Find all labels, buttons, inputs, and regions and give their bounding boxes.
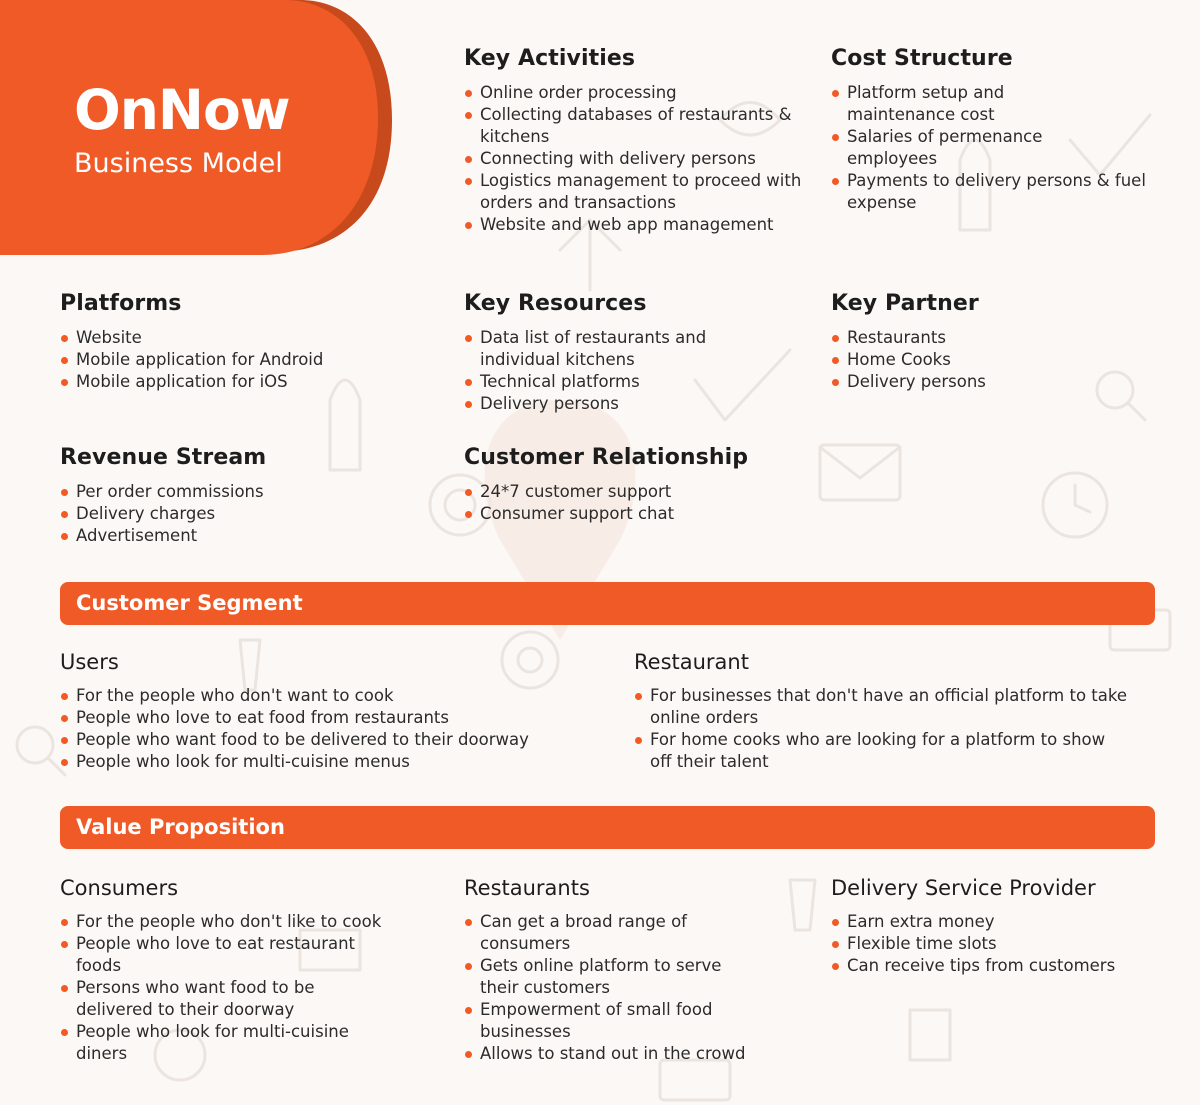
consumers-title: Consumers [60,876,179,900]
key-resources-list [464,327,764,415]
revenue-stream-title: Revenue Stream [60,445,267,470]
delivery-provider-section [831,874,1161,977]
list-item: Advertisement [60,525,420,547]
revenue-stream-list [60,481,420,547]
briefcase-icon [910,1010,950,1060]
list-item: Gets online platform to serve their customers [464,955,749,999]
key-partner-list [831,327,1151,393]
list-item: Restaurants [831,327,1151,349]
list-item: Collecting databases of restaurants & kitchens [464,104,809,148]
platforms-list [60,327,420,393]
list-item: Empowerment of small food businesses [464,999,749,1043]
list-item: Website [60,327,420,349]
brand-title: OnNow [74,78,290,142]
restaurants-list [464,911,804,1065]
platforms-section [60,290,420,393]
list-item: Mobile application for Android [60,349,420,371]
list-item: Online order processing [464,82,809,104]
list-item: 24*7 customer support [464,481,804,503]
cost-structure-list [831,82,1161,214]
cost-structure-title: Cost Structure [831,46,1013,71]
list-item: Website and web app management [464,214,809,236]
list-item: Data list of restaurants and individual kitchens [464,327,764,371]
revenue-stream-section [60,444,420,547]
list-item: Per order commissions [60,481,420,503]
customer-segment-bar: Customer Segment [60,582,1155,625]
value-proposition-bar: Value Proposition [60,806,1155,849]
key-resources-section [464,290,764,415]
list-item: Earn extra money [831,911,1161,933]
list-item: Payments to delivery persons & fuel expense [831,170,1151,214]
users-title: Users [60,650,119,674]
consumers-section [60,874,430,1065]
key-activities-title: Key Activities [464,46,636,71]
list-item: For home cooks who are looking for a platform to show off their talent [634,729,1114,773]
list-item: Allows to stand out in the crowd [464,1043,804,1065]
customer-relationship-list [464,481,804,525]
key-partner-title: Key Partner [831,291,979,316]
list-item: People who love to eat restaurant foods [60,933,390,977]
list-item: Technical platforms [464,371,764,393]
list-item: Salaries of permenance employees [831,126,1076,170]
consumers-list [60,911,430,1065]
users-section [60,648,610,773]
cost-structure-section [831,45,1161,214]
envelope-icon [820,445,900,500]
list-item: Platform setup and maintenance cost [831,82,1046,126]
restaurant-title: Restaurant [634,650,749,674]
brand-subtitle: Business Model [74,148,283,179]
list-item: Delivery persons [831,371,1151,393]
list-item: For the people who don't want to cook [60,685,610,707]
list-item: People who look for multi-cuisine menus [60,751,610,773]
customer-relationship-section [464,444,804,525]
list-item: Flexible time slots [831,933,1161,955]
list-item: Delivery persons [464,393,764,415]
list-item: For the people who don't like to cook [60,911,430,933]
brand [74,78,290,180]
customer-relationship-title: Customer Relationship [464,445,749,470]
list-item: Persons who want food to be delivered to their doorway [60,977,360,1021]
list-item: People who look for multi-cuisine diners [60,1021,390,1065]
platforms-title: Platforms [60,291,182,316]
restaurant-list [634,685,1154,773]
restaurant-section [634,648,1154,773]
key-activities-list [464,82,809,236]
delivery-provider-list [831,911,1161,977]
restaurants-title: Restaurants [464,876,590,900]
key-activities-section [464,45,809,236]
list-item: Consumer support chat [464,503,804,525]
list-item: Can get a broad range of consumers [464,911,719,955]
card-icon [660,1060,730,1100]
list-item: Delivery charges [60,503,420,525]
key-resources-title: Key Resources [464,291,647,316]
list-item: Home Cooks [831,349,1151,371]
users-list [60,685,610,773]
list-item: Connecting with delivery persons [464,148,809,170]
list-item: People who love to eat food from restaurants [60,707,610,729]
list-item: Mobile application for iOS [60,371,420,393]
list-item: People who want food to be delivered to their doorway [60,729,610,751]
key-partner-section [831,290,1151,393]
delivery-provider-title: Delivery Service Provider [831,876,1096,900]
list-item: For businesses that don't have an official platform to take online orders [634,685,1139,729]
restaurants-section [464,874,804,1065]
list-item: Can receive tips from customers [831,955,1161,977]
list-item: Logistics management to proceed with orders and transactions [464,170,809,214]
